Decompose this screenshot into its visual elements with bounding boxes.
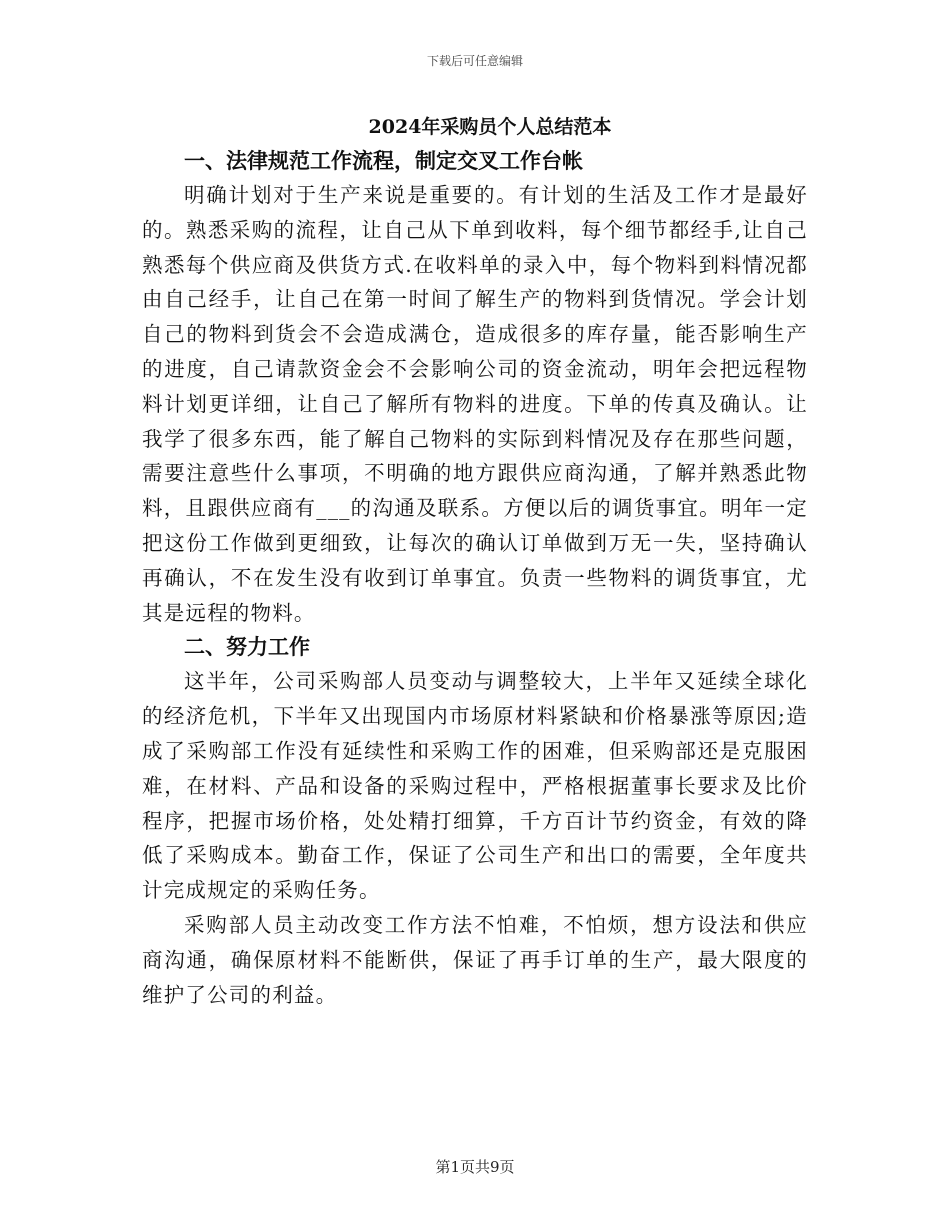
section-2-paragraph-2: 采购部人员主动改变工作方法不怕难，不怕烦，想方设法和供应商沟通，确保原材料不能断供，保证了再手订单的生产，最大限度的维护了公司的利益。 [142, 912, 808, 1007]
header-note: 下载后可任意编辑 [426, 54, 523, 68]
document-title: 2024年采购员个人总结范本 [368, 116, 612, 138]
document-body [142, 112, 808, 1012]
section-heading-2: 二、努力工作 [184, 634, 310, 660]
section-1-paragraph-1: 明确计划对于生产来说是重要的。有计划的生活及工作才是最好的。熟悉采购的流程，让自己从下单到收料，每个细节都经手,让自己熟悉每个供应商及供货方式.在收料单的录入中，每个物料到料情况都由自己经手，让自己在第一时间了解生产的物料到货情况。学会计划自己的物料到货会不会造成满仓，造成很多的库存量，能否影响生产的进度，自己请款资金会不会影响公司的资金流动，明年会把远程物料计划更详细，让自己了解所有物料的进度。下单的传真及确认。让我学了很多东西，能了解自己物料的实际到料情况及存在那些问题，需要注意些什么事项，不明确的地方跟供应商沟通，了解并熟悉此物料，且跟供应商有___的沟通及联系。方便以后的调货事宜。明年一定把这份工作做到更细致，让每次的确认订单做到万无一失，坚持确认再确认，不在发生没有收到订单事宜。负责一些物料的调货事宜，尤其是远程的物料。 [142, 183, 808, 625]
page-number-footer: 第1页共9页 [435, 1158, 515, 1176]
section-2-paragraph-1: 这半年，公司采购部人员变动与调整较大，上半年又延续全球化的经济危机，下半年又出现国内市场原材料紧缺和价格暴涨等原因;造成了采购部工作没有延续性和采购工作的困难，但采购部还是克服困难，在材料、产品和设备的采购过程中，严格根据董事长要求及比价程序，把握市场价格，处处精打细算，千方百计节约资金，有效的降低了采购成本。勤奋工作，保证了公司生产和出口的需要，全年度共计完成规定的采购任务。 [142, 669, 808, 903]
section-heading-1: 一、法律规范工作流程，制定交叉工作台帐 [184, 148, 583, 173]
